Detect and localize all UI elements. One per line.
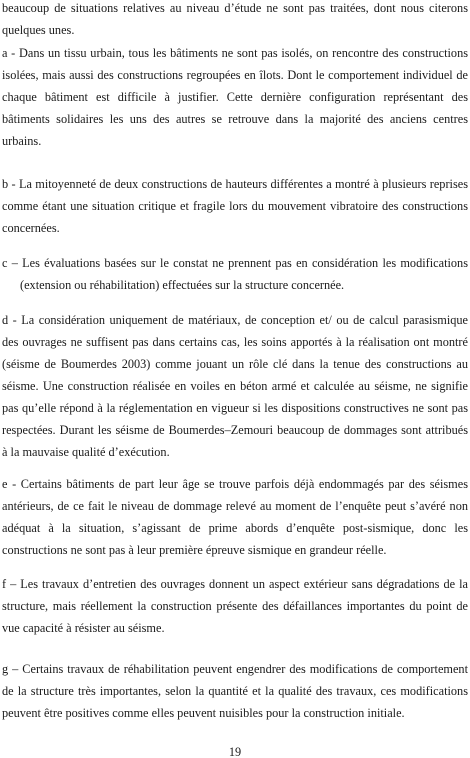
paragraph-b — [2, 173, 468, 239]
text-line: vue capacité à résister au séisme. — [2, 621, 165, 635]
text-line: beaucoup de situations relatives au niveau d’étude ne sont pas traitées, dont nous citerons — [2, 1, 468, 15]
paragraph-g — [2, 658, 468, 724]
text-line: c – Les évaluations basées sur le constat ne prennent pas en considération les modifications — [2, 256, 468, 270]
text-line: (extension ou réhabilitation) effectuées sur la structure concernée. — [20, 278, 345, 292]
paragraph-e — [2, 473, 468, 561]
text-line: adéquat à la situation, s’agissant de prime abords d’enquête post-sismique, donc les — [2, 521, 468, 535]
text-line: concernées. — [2, 221, 60, 235]
paragraph-a — [2, 42, 468, 152]
paragraph-d — [2, 309, 468, 463]
text-line: g – Certains travaux de réhabilitation peuvent engendrer des modifications de comportement — [2, 662, 468, 676]
paragraph-c — [2, 252, 468, 296]
text-line: d - La considération uniquement de matériaux, de conception et/ ou de calcul parasismique — [2, 313, 468, 327]
text-line: comme étant une situation critique et fragile lors du mouvement vibratoire des constructions — [2, 199, 468, 213]
text-line: constructions ne sont pas à leur première épreuve sismique en grandeur réelle. — [2, 543, 387, 557]
text-line: urbains. — [2, 134, 42, 148]
text-line: chaque bâtiment est difficile à justifier. Cette dernière configuration représentant des — [2, 90, 468, 104]
text-line: antérieurs, de ce fait le niveau de dommage relevé au moment de l’enquête peut s’avéré non — [2, 499, 468, 513]
text-line: séisme. Une construction réalisée en voiles en béton armé et calculée au séisme, ne signifie — [2, 379, 468, 393]
text-line: peuvent être positives comme elles peuvent nuisibles pour la construction initiale. — [2, 706, 405, 720]
text-line: structure, mais réellement la construction présente des défaillances importantes du point de — [2, 599, 468, 613]
text-line: f – Les travaux d’entretien des ouvrages donnent un aspect extérieur sans dégradations de la — [2, 577, 468, 591]
text-line: respectées. Durant les séisme de Boumerdes–Zemouri beaucoup de dommages sont attribués — [2, 423, 468, 437]
text-line: pas qu’elle répond à la réglementation en vigueur si les dispositions constructives ne sont pas — [2, 401, 468, 415]
text-line: isolées, mais aussi des constructions regroupées en îlots. Dont le comportement individuel de — [2, 68, 468, 82]
text-line: e - Certains bâtiments de part leur âge se trouve parfois déjà endommagés par des séismes — [2, 477, 468, 491]
text-line: de la structure très importantes, selon la quantité et la qualité des travaux, ces modifications — [2, 684, 468, 698]
paragraph-f — [2, 573, 468, 639]
text-line: quelques unes. — [2, 23, 75, 37]
text-line: à la mauvaise qualité d’exécution. — [2, 445, 170, 459]
text-line: b - La mitoyenneté de deux constructions de hauteurs différentes a montré à plusieurs reprises — [2, 177, 468, 191]
text-line: (séisme de Boumerdes 2003) comme jouant un rôle clé dans la tenue des constructions au — [2, 357, 468, 371]
text-line: bâtiments solidaires les uns des autres se retrouve dans la majorité des anciens centres — [2, 112, 468, 126]
text-line: des ouvrages ne suffisent pas dans certains cas, les soins apportés à la réalisation ont montré — [2, 335, 468, 349]
page-number: 19 — [228, 745, 242, 758]
text-line: a - Dans un tissu urbain, tous les bâtiments ne sont pas isolés, on rencontre des constructions — [2, 46, 468, 60]
paragraph-intro — [2, 0, 468, 41]
